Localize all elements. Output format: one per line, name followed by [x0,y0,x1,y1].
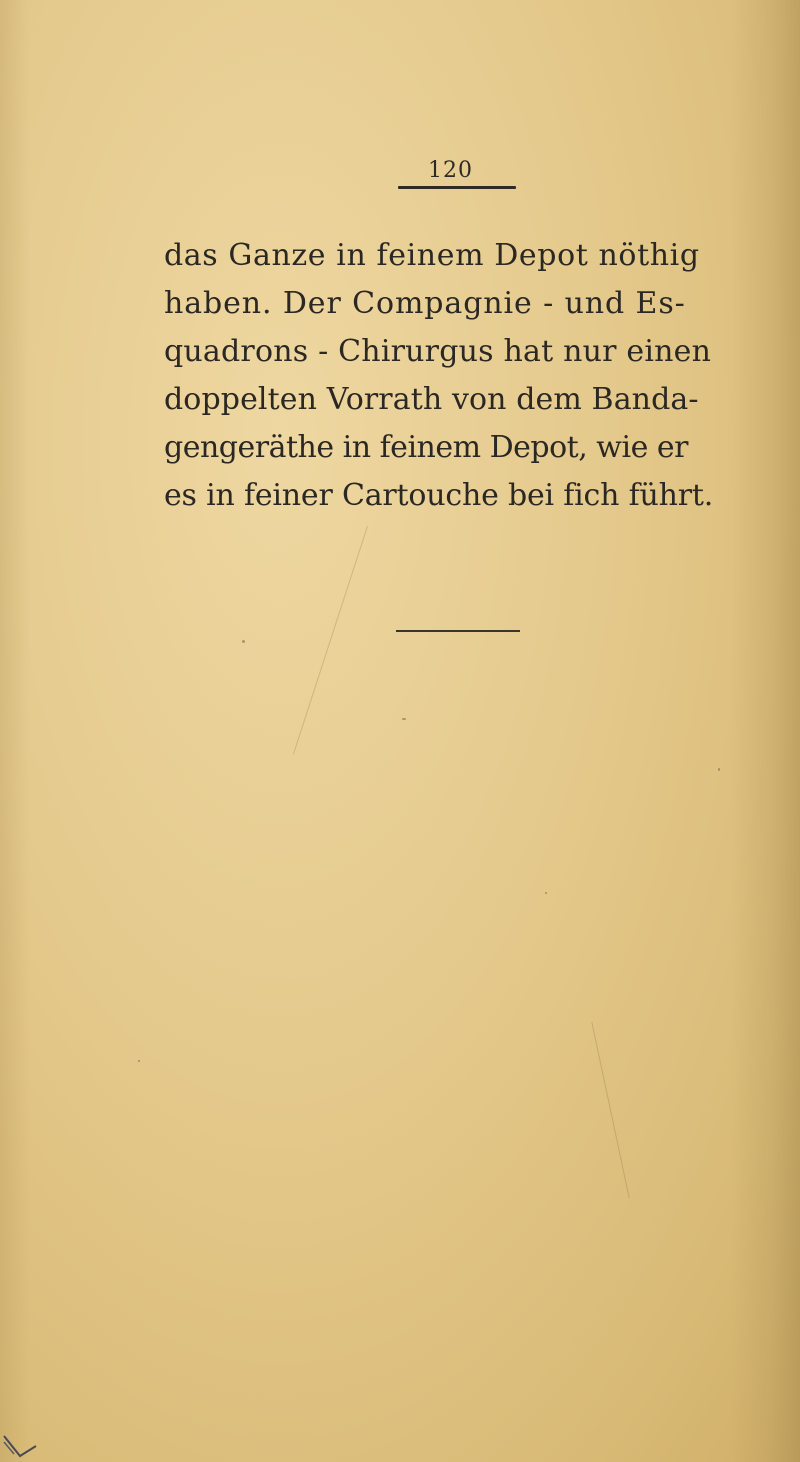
text-line: quadrons - Chirurgus hat nur einen [164,334,712,369]
end-rule [396,630,520,632]
paper-speck [138,1060,140,1062]
page-left-edge-shading [0,0,30,1462]
page-number: 120 [428,158,473,183]
paper-crease [591,1022,629,1198]
paper-speck [402,718,406,720]
text-line: haben. Der Compagnie - und Es- [164,286,686,321]
text-line: gengeräthe in feinem Depot, wie er [164,430,688,465]
page-right-edge-shading [730,0,800,1462]
text-line: das Ganze in feinem Depot nöthig [164,238,700,273]
paper-speck [545,892,547,894]
corner-pencil-mark [0,1422,40,1462]
text-line: doppelten Vorrath von dem Banda- [164,382,699,417]
paper-speck [718,768,720,771]
header-rule [398,186,516,189]
body-text [164,232,764,520]
paper-crease [293,526,368,755]
text-line: es in feiner Cartouche bei fich führt. [164,478,714,513]
paper-speck [242,640,245,643]
